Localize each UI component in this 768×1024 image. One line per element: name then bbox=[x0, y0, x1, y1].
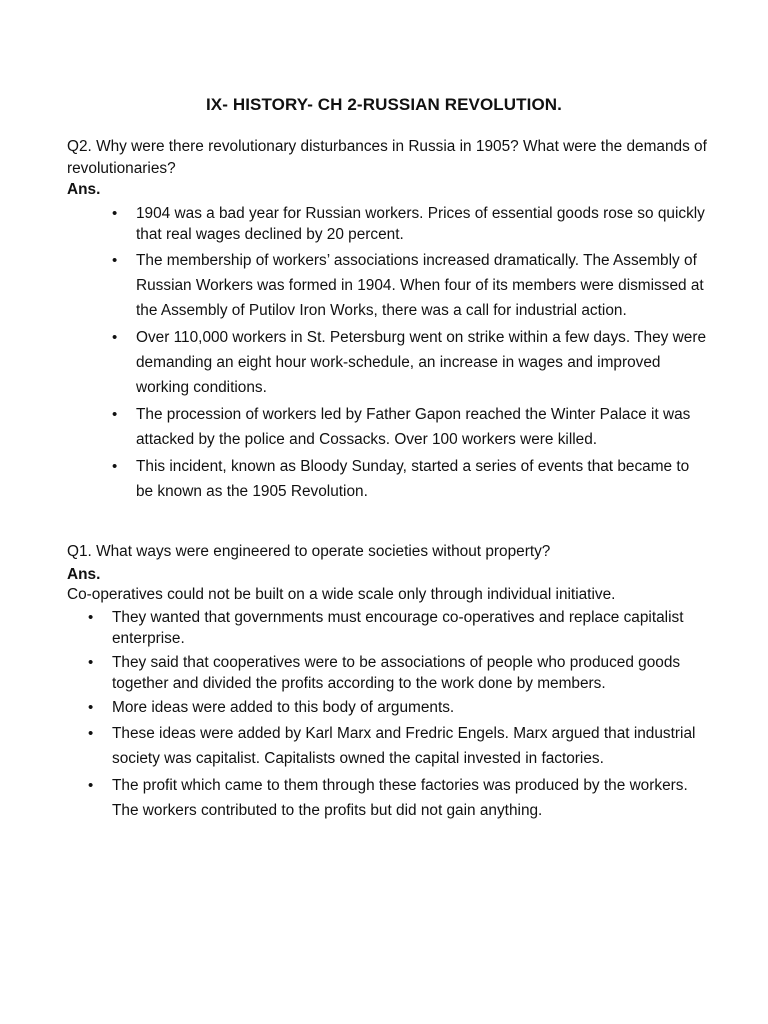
bullet-icon: • bbox=[88, 777, 94, 794]
bullet-icon: • bbox=[112, 329, 118, 346]
list-item bbox=[88, 652, 712, 694]
bullet-icon: • bbox=[88, 699, 94, 716]
list-item bbox=[112, 402, 706, 452]
list-item bbox=[88, 607, 712, 649]
bullet-icon: • bbox=[88, 654, 94, 671]
bullet-icon: • bbox=[112, 205, 118, 222]
list-item bbox=[88, 721, 712, 771]
question-q1: Q1. What ways were engineered to operate societies without property? bbox=[67, 543, 551, 560]
list-item-text: This incident, known as Bloody Sunday, started a series of events that became to be known as the 1905 Revolution. bbox=[136, 458, 690, 500]
page-title: IX- HISTORY- CH 2-RUSSIAN REVOLUTION. bbox=[205, 95, 562, 114]
list-item bbox=[88, 697, 712, 718]
answer-list-q1 bbox=[88, 607, 712, 824]
answer-intro-q1: Co-operatives could not be built on a wide scale only through individual initiative. bbox=[67, 586, 616, 603]
bullet-icon: • bbox=[112, 458, 118, 475]
list-item-text: They said that cooperatives were to be associations of people who produced goods together and divided the profits according to the work done by members. bbox=[112, 654, 681, 692]
list-item bbox=[112, 203, 706, 245]
answer-list-q2 bbox=[112, 203, 707, 504]
list-item-text: 1904 was a bad year for Russian workers. Prices of essential goods rose so quickly that real wages declined by 20 percent. bbox=[136, 205, 705, 243]
answer-label-q2: Ans. bbox=[67, 181, 101, 198]
bullet-icon: • bbox=[88, 725, 94, 742]
list-item-text: The profit which came to them through these factories was produced by the workers. The workers contributed to the profits but did not gain anything. bbox=[112, 777, 688, 819]
list-item bbox=[88, 773, 712, 823]
list-item bbox=[112, 454, 706, 504]
list-item-text: The procession of workers led by Father Gapon reached the Winter Palace it was attacked by the police and Cossacks. Over 100 workers were killed. bbox=[136, 406, 691, 448]
question-q2: Q2. Why were there revolutionary disturbances in Russia in 1905? What were the demands of revolutionaries? bbox=[67, 138, 707, 177]
list-item-text: The membership of workers’ associations increased dramatically. The Assembly of Russian Workers was formed in 1904. When four of its members were dismissed at the Assembly of Putilov Iron Works, there was a call for industrial action. bbox=[136, 252, 704, 319]
list-item bbox=[112, 248, 706, 323]
answer-label-q1: Ans. bbox=[67, 566, 101, 583]
list-item-text: These ideas were added by Karl Marx and Fredric Engels. Marx argued that industrial society was capitalist. Capitalists owned the capital invested in factories. bbox=[112, 725, 696, 767]
list-item bbox=[112, 325, 707, 400]
list-item-text: More ideas were added to this body of arguments. bbox=[112, 699, 455, 716]
bullet-icon: • bbox=[88, 609, 94, 626]
bullet-icon: • bbox=[112, 252, 118, 269]
list-item-text: They wanted that governments must encourage co-operatives and replace capitalist enterprise. bbox=[112, 609, 684, 647]
list-item-text: Over 110,000 workers in St. Petersburg went on strike within a few days. They were demanding an eight hour work-schedule, an increase in wages and improved working conditions. bbox=[136, 329, 707, 396]
bullet-icon: • bbox=[112, 406, 118, 423]
